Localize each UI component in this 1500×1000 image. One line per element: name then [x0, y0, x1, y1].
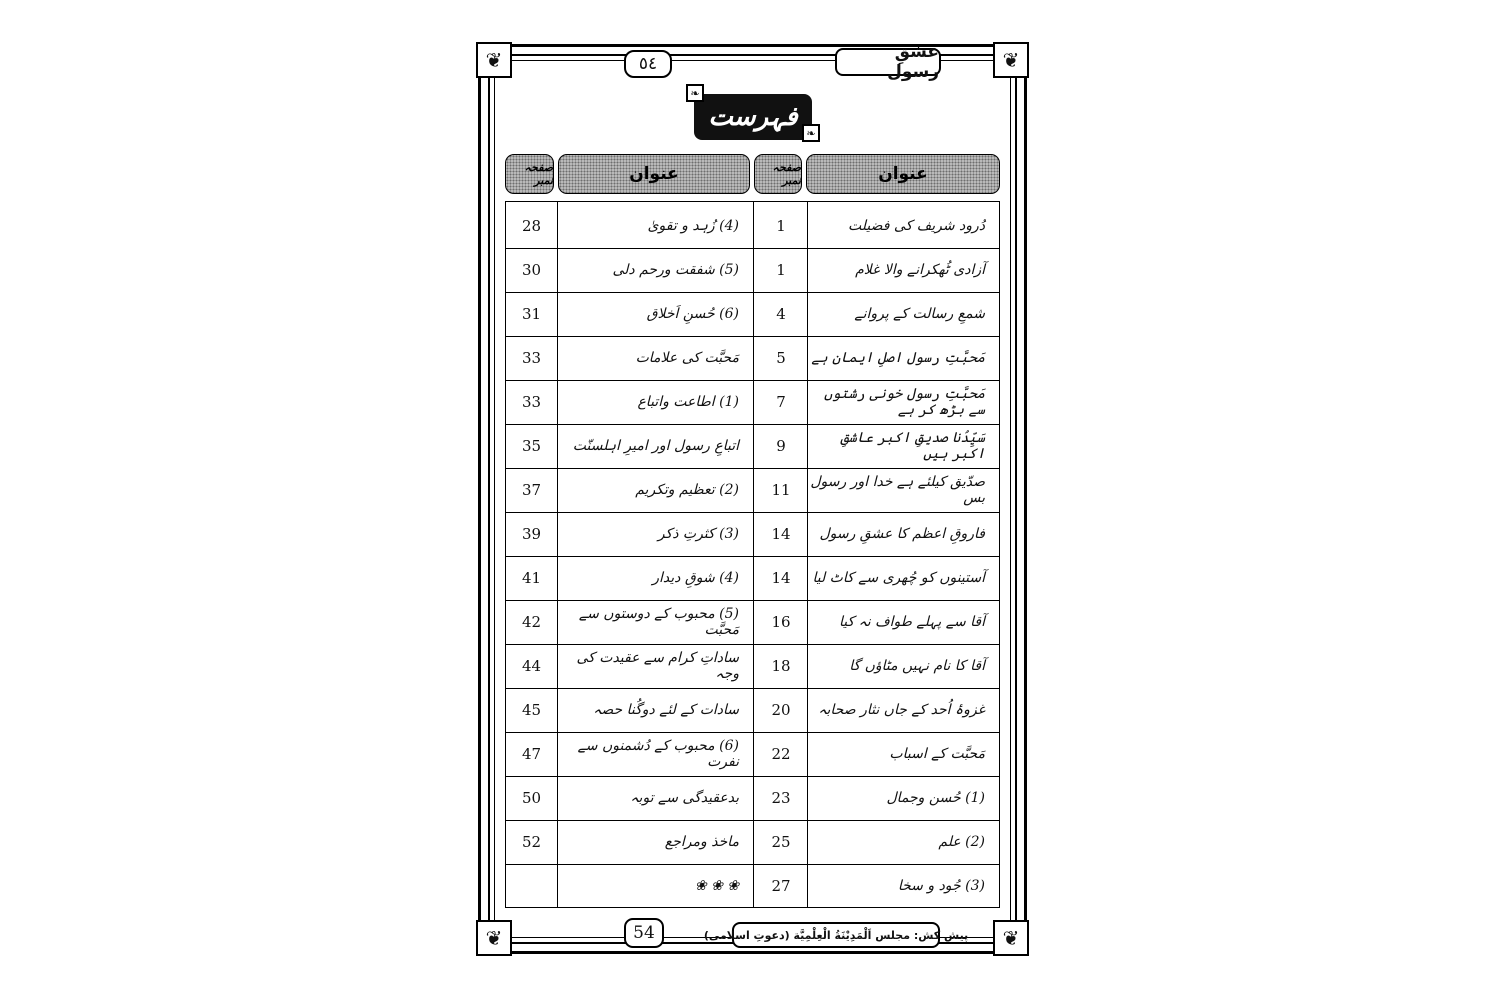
entry-title: غزوۂ اُحد کے جاں نثار صحابہ	[818, 702, 985, 718]
toc-row	[506, 732, 999, 777]
entry-page: 23	[771, 789, 791, 807]
toc-row	[506, 820, 999, 865]
entry-title: اتباعِ رسول اور امیرِ اہلسنّت	[572, 438, 739, 454]
entry-page: 22	[771, 745, 791, 763]
entry-title: (6) محبوب کے دُشمنوں سے نفرت	[577, 738, 739, 770]
entry-page: 52	[521, 833, 542, 851]
toc-row	[506, 336, 999, 381]
entry-page: 4	[776, 305, 786, 323]
toc-row	[506, 380, 999, 425]
entry-title: (4) شوقِ دیدار	[652, 570, 739, 586]
entry-title: (2) تعظیم وتکریم	[635, 482, 739, 498]
entry-title: آقا کا نام نہیں مٹاؤں گا	[849, 658, 985, 674]
entry-page: 44	[521, 657, 542, 675]
entry-title: آستینوں کو چُھری سے کاٹ لیا	[812, 570, 985, 586]
toc-row	[506, 248, 999, 293]
publisher-credit: پیش کش: مجلس اَلْمَدِیْنَةُ الْعِلْمِیَّة (دعوتِ اسلامی)	[732, 922, 940, 948]
entry-page: 27	[771, 877, 791, 895]
toc-title: فہرست	[694, 94, 812, 140]
entry-title: مَحبَّتِ رسول خونی رشتوں سے بڑھ کر ہے	[823, 386, 985, 418]
entry-title: بدعقیدگی سے توبہ	[630, 790, 739, 806]
toc-row	[506, 644, 999, 689]
toc-row	[506, 864, 999, 908]
entry-page: 1	[776, 261, 786, 279]
entry-title: (3) جُود و سخا	[897, 878, 985, 894]
toc-row	[506, 556, 999, 601]
entry-page: 39	[521, 525, 542, 543]
entry-page: 45	[521, 701, 542, 719]
entry-title: (6) حُسنِ اَخلاق	[646, 306, 739, 322]
entry-title: مَحبَّتِ رسول اصلِ ایمان ہے	[811, 350, 985, 366]
entry-title: (5) محبوب کے دوستوں سے مَحبَّت	[578, 606, 739, 638]
entry-title: دُرود شریف کی فضیلت	[848, 218, 985, 234]
entry-page: 7	[776, 393, 786, 411]
entry-page: 47	[521, 745, 542, 763]
entry-page: 33	[521, 349, 542, 367]
entry-page: 14	[771, 569, 791, 587]
entry-title: (1) حُسن وجمال	[886, 790, 985, 806]
entry-page: 31	[521, 305, 542, 323]
entry-page: 16	[771, 613, 791, 631]
entry-page: 42	[521, 613, 542, 631]
entry-page: 50	[521, 789, 542, 807]
entry-page	[506, 864, 557, 908]
leaf-ornament-icon: ❧	[686, 84, 704, 102]
entry-title: ❀ ❀ ❀	[694, 878, 739, 894]
entry-title: ساداتِ کرام سے عقیدت کی وجہ	[576, 650, 739, 682]
entry-title: مَحبَّت کے اسباب	[889, 746, 985, 762]
entry-page: 28	[521, 217, 542, 235]
entry-page: 35	[521, 437, 542, 455]
corner-ornament-icon: ❦	[993, 42, 1029, 78]
entry-page: 5	[776, 349, 786, 367]
entry-title: (2) علم	[938, 834, 985, 850]
entry-page: 33	[521, 393, 542, 411]
entry-page: 1	[776, 217, 786, 235]
toc-row	[506, 600, 999, 645]
toc-row	[506, 204, 999, 249]
entry-page: 11	[771, 481, 791, 499]
column-header-title-right: عنوان	[806, 154, 1000, 194]
entry-title: آزادی ٹُھکرانے والا غلام	[855, 262, 985, 278]
book-page	[478, 44, 1027, 954]
entry-page: 25	[771, 833, 791, 851]
leaf-ornament-icon: ❧	[802, 124, 820, 142]
toc-row	[506, 776, 999, 821]
entry-page: 9	[776, 437, 786, 455]
entry-page: 41	[521, 569, 542, 587]
entry-title: مَحبَّت کی علامات	[635, 350, 739, 366]
entry-title: (5) شفقت ورحم دلی	[612, 262, 739, 278]
toc-row	[506, 424, 999, 469]
entry-page: 20	[771, 701, 791, 719]
entry-title: (1) اطاعت واتباع	[637, 394, 739, 410]
corner-ornament-icon: ❦	[993, 920, 1029, 956]
toc-row	[506, 292, 999, 337]
footer-page-number: 54	[624, 918, 664, 948]
toc-table	[505, 201, 1000, 908]
header-page-number: ٥٤	[624, 50, 672, 78]
corner-ornament-icon: ❦	[476, 42, 512, 78]
entry-page: 18	[771, 657, 791, 675]
entry-page: 14	[771, 525, 791, 543]
column-header-page-right: صفحہ نمبر	[754, 154, 802, 194]
entry-title: فاروقِ اعظم کا عشقِ رسول	[819, 526, 985, 542]
entry-title: آقا سے پہلے طواف نہ کیا	[838, 614, 985, 630]
entry-title: ماخذ ومراجع	[664, 834, 739, 850]
entry-title: (4) زُہد و تقویٰ	[647, 218, 739, 234]
toc-row	[506, 468, 999, 513]
entry-title: (3) کثرتِ ذکر	[657, 526, 739, 542]
entry-title: سادات کے لئے دوگُنا حصہ	[593, 702, 739, 718]
entry-page: 30	[521, 261, 542, 279]
entry-title: شمعِ رسالت کے پروانے	[854, 306, 985, 322]
toc-row	[506, 688, 999, 733]
entry-title: صدّیق کیلئے ہے خدا اور رسول بس	[810, 474, 985, 506]
book-title: عشقِ رسول	[835, 48, 941, 76]
column-header-title-left: عنوان	[558, 154, 750, 194]
corner-ornament-icon: ❦	[476, 920, 512, 956]
entry-page: 37	[521, 481, 542, 499]
toc-row	[506, 512, 999, 557]
entry-title: سَیِّدُنا صدیقِ اکبر عاشقِ اکبر ہیں	[840, 430, 985, 462]
column-header-page-left: صفحہ نمبر	[505, 154, 554, 194]
